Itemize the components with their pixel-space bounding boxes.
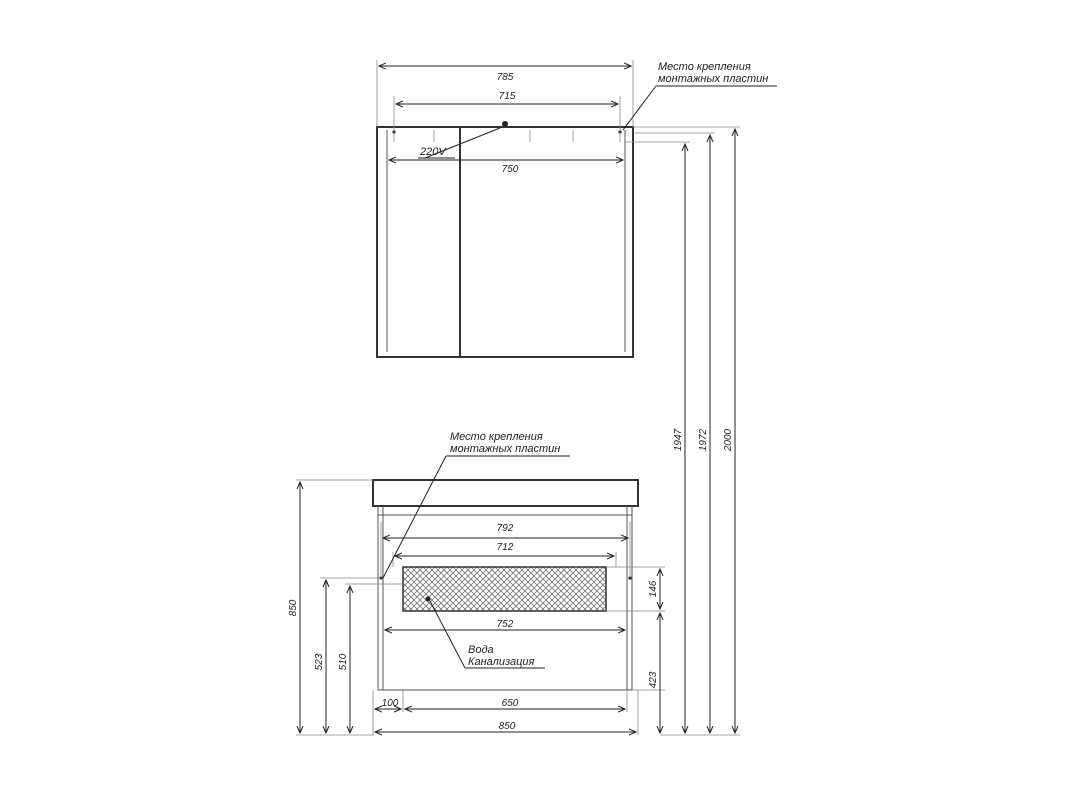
socket-point xyxy=(502,121,508,127)
dim-1947: 1947 xyxy=(673,428,684,452)
dim-510: 510 xyxy=(338,653,349,671)
dim-850-width: 850 xyxy=(498,721,516,732)
dim-850-height: 850 xyxy=(288,599,299,617)
dim-715: 715 xyxy=(498,91,516,102)
cabinet-body xyxy=(377,127,633,357)
cabinet-note-leader xyxy=(623,86,656,130)
dim-752: 752 xyxy=(496,619,514,630)
dim-2000: 2000 xyxy=(723,428,734,452)
dim-523: 523 xyxy=(314,653,325,671)
cabinet-mount-note-1: Место крепления xyxy=(658,61,751,73)
utilities-sewer: Канализация xyxy=(468,656,535,668)
vanity-mount-note-1: Место крепления xyxy=(450,431,543,443)
dim-712: 712 xyxy=(496,542,514,553)
dim-1972: 1972 xyxy=(698,428,709,452)
dim-650: 650 xyxy=(501,698,519,709)
vanity-note-leader xyxy=(383,456,446,578)
dim-792: 792 xyxy=(496,523,514,534)
utility-point xyxy=(426,597,431,602)
vanity-mount-note-2: монтажных пластин xyxy=(450,443,561,455)
utility-zone xyxy=(403,567,606,611)
dim-423: 423 xyxy=(648,671,659,689)
socket-label: 220V xyxy=(420,146,446,158)
dim-100: 100 xyxy=(381,698,399,709)
cabinet-mount-note-2: монтажных пластин xyxy=(658,73,769,85)
vanity-unit xyxy=(288,431,665,735)
mirror-cabinet xyxy=(377,60,777,357)
dim-750: 750 xyxy=(501,164,519,175)
dim-146: 146 xyxy=(648,580,659,598)
utilities-water: Вода xyxy=(468,644,494,656)
vanity-top xyxy=(373,480,638,506)
dim-785: 785 xyxy=(496,72,514,83)
overall-heights xyxy=(625,127,740,735)
